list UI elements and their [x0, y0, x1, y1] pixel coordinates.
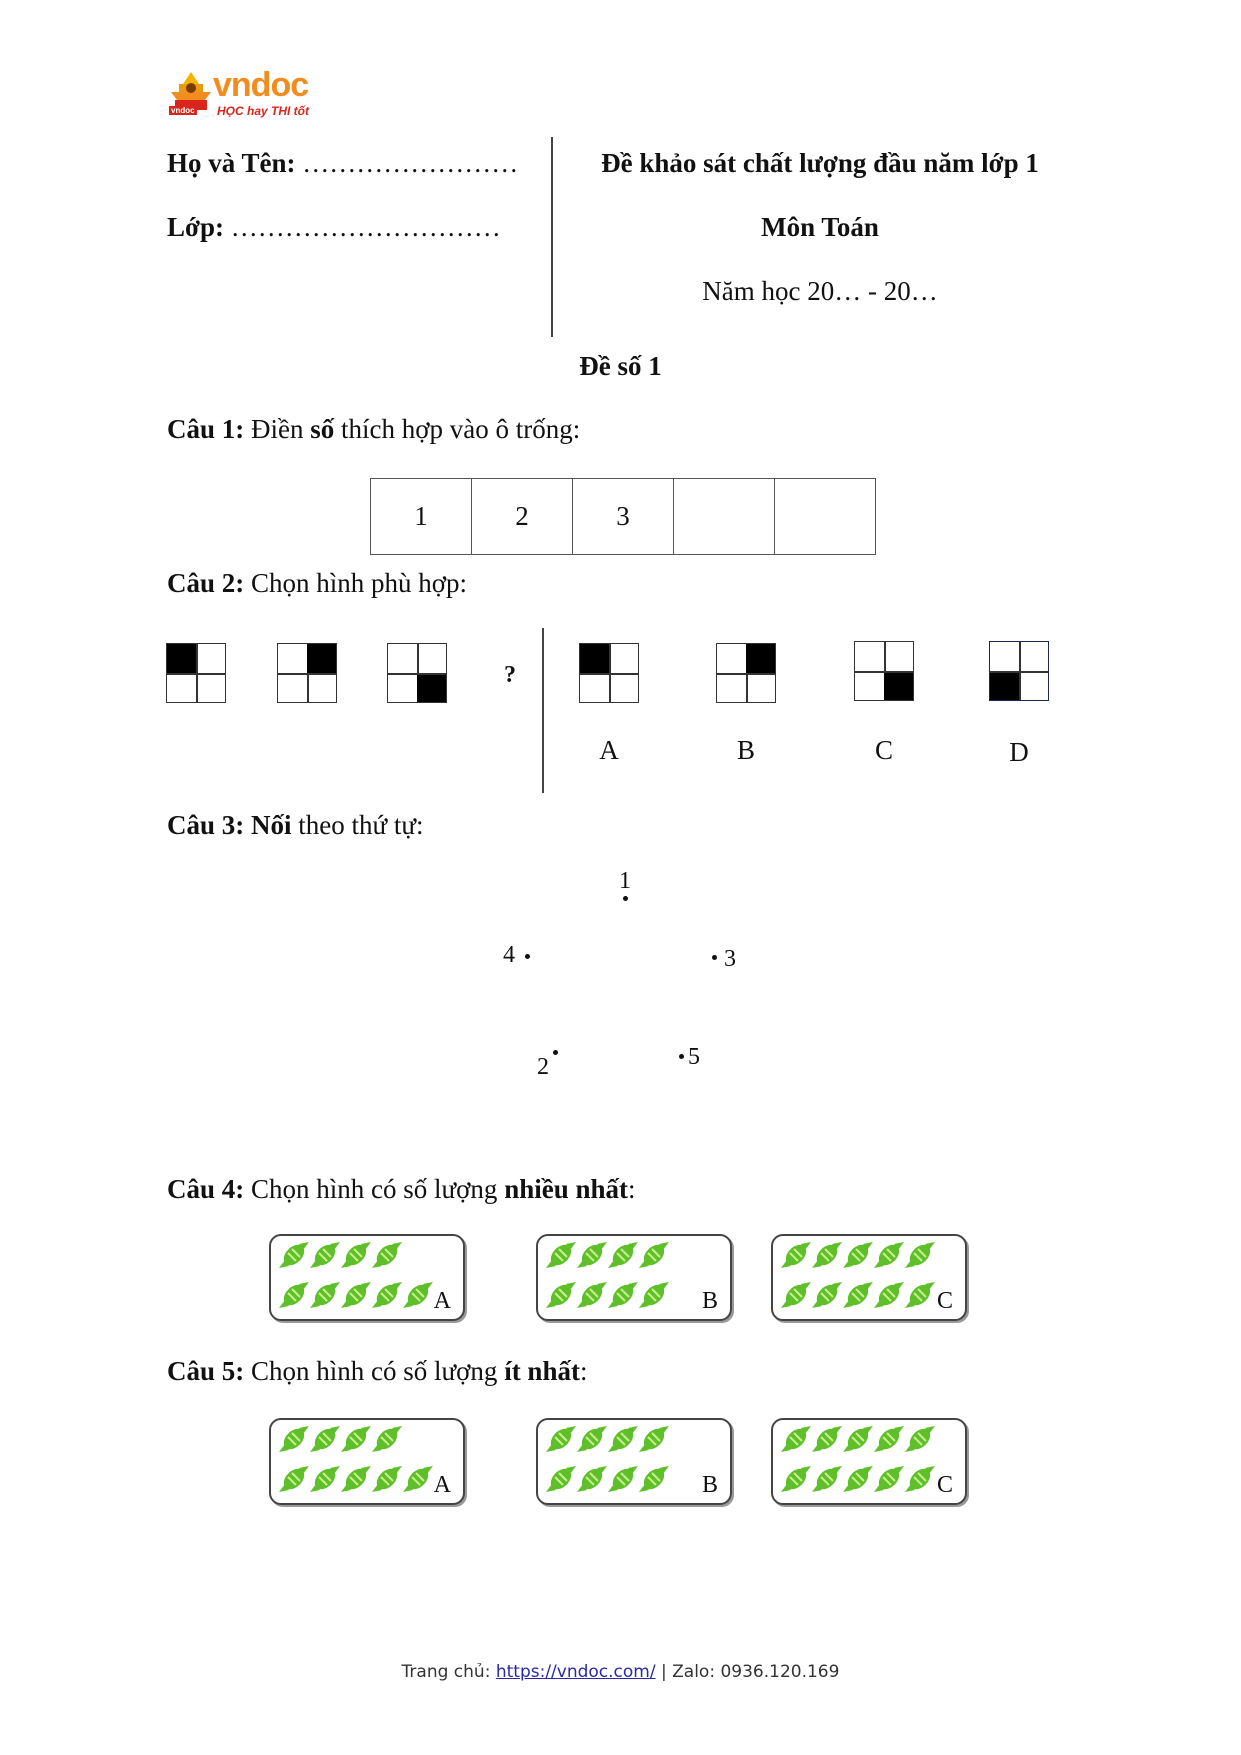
- school-year: Năm học 20… - 20…: [702, 276, 938, 306]
- footer-link[interactable]: https://vndoc.com/: [495, 1662, 656, 1682]
- candy-icon: [903, 1238, 937, 1272]
- vndoc-logo[interactable]: [165, 66, 325, 122]
- point-dot-5[interactable]: [679, 1054, 684, 1059]
- number-sequence-table: [370, 478, 876, 555]
- candy-icon: [544, 1238, 578, 1272]
- candy-icon: [370, 1238, 404, 1272]
- candy-icon: [308, 1278, 342, 1312]
- candy-icon: [841, 1238, 875, 1272]
- q5-text: Chọn hình có số lượng: [251, 1356, 498, 1386]
- candy-icon: [277, 1462, 311, 1496]
- sequence-cell-blank[interactable]: [674, 479, 775, 555]
- candy-box-q5-a[interactable]: [269, 1418, 465, 1505]
- name-dots: ……………………: [302, 148, 519, 178]
- sequence-cell: 2: [472, 479, 573, 555]
- candy-box-q5-b[interactable]: [536, 1418, 732, 1505]
- candy-icon: [810, 1422, 844, 1456]
- q3-label: Câu 3:: [167, 810, 245, 840]
- candy-icon: [872, 1422, 906, 1456]
- option-label-c: C: [874, 735, 893, 765]
- candy-icon: [606, 1238, 640, 1272]
- candy-box-label: C: [936, 1288, 953, 1314]
- name-field: [167, 148, 518, 179]
- candy-icon: [606, 1462, 640, 1496]
- point-label-5: 5: [688, 1044, 700, 1070]
- q4-bold: nhiều nhất: [504, 1174, 628, 1204]
- candy-icon: [308, 1462, 342, 1496]
- point-dot-4[interactable]: [525, 954, 530, 959]
- q5-label: Câu 5:: [167, 1356, 245, 1386]
- option-grid-d[interactable]: [989, 641, 1049, 701]
- footer-separator: |: [661, 1662, 667, 1682]
- candy-box-label: A: [433, 1472, 451, 1498]
- q4-label: Câu 4:: [167, 1174, 245, 1204]
- q1-text-b: số: [310, 414, 335, 444]
- candy-icon: [401, 1462, 435, 1496]
- option-grid-a[interactable]: [579, 643, 639, 703]
- name-label: Họ và Tên:: [167, 148, 296, 178]
- candy-icon: [779, 1422, 813, 1456]
- candy-box-label: A: [433, 1288, 451, 1314]
- question-3: [167, 810, 424, 841]
- q2-divider: [542, 628, 544, 793]
- point-label-2: 2: [537, 1054, 549, 1080]
- footer-prefix: Trang chủ:: [401, 1662, 491, 1682]
- exam-number: Đề số 1: [579, 351, 662, 381]
- q5-end: :: [579, 1356, 588, 1386]
- question-4: [167, 1174, 636, 1205]
- candy-icon: [637, 1462, 671, 1496]
- q4-end: :: [628, 1174, 636, 1204]
- candy-icon: [779, 1278, 813, 1312]
- candy-icon: [308, 1422, 342, 1456]
- candy-icon: [810, 1462, 844, 1496]
- candy-box-label: B: [701, 1288, 718, 1314]
- q5-bold: ít nhất: [504, 1356, 580, 1386]
- option-label-d: D: [1009, 737, 1029, 767]
- subject: Môn Toán: [761, 212, 879, 242]
- point-dot-3[interactable]: [712, 955, 717, 960]
- candy-icon: [903, 1462, 937, 1496]
- logo-badge: vndoc: [171, 106, 195, 115]
- candy-icon: [575, 1422, 609, 1456]
- candy-icon: [401, 1278, 435, 1312]
- candy-icon: [339, 1238, 373, 1272]
- candy-icon: [277, 1422, 311, 1456]
- sequence-cell: 3: [573, 479, 674, 555]
- candy-icon: [872, 1278, 906, 1312]
- q3-bold-word: Nối: [251, 810, 292, 840]
- candy-icon: [810, 1238, 844, 1272]
- candy-icon: [575, 1462, 609, 1496]
- class-dots: …………………………: [230, 212, 501, 242]
- candy-icon: [575, 1238, 609, 1272]
- candy-box-q4-c[interactable]: [771, 1234, 967, 1321]
- logo-tagline: HỌC hay THI tốt: [217, 104, 309, 118]
- class-field: [167, 212, 501, 243]
- candy-icon: [810, 1278, 844, 1312]
- option-grid-b[interactable]: [716, 643, 776, 703]
- candy-icon: [370, 1462, 404, 1496]
- candy-icon: [339, 1278, 373, 1312]
- point-dot-1[interactable]: [623, 896, 628, 901]
- sequence-cell: 1: [371, 479, 472, 555]
- question-mark: ?: [504, 662, 516, 688]
- question-1: [167, 414, 580, 445]
- q1-label: Câu 1:: [167, 414, 245, 444]
- candy-icon: [637, 1238, 671, 1272]
- point-dot-2[interactable]: [553, 1050, 558, 1055]
- q4-text: Chọn hình có số lượng: [251, 1174, 498, 1204]
- candy-icon: [637, 1422, 671, 1456]
- candy-box-label: C: [936, 1472, 953, 1498]
- candy-icon: [544, 1278, 578, 1312]
- option-label-b: B: [736, 735, 755, 765]
- candy-icon: [277, 1278, 311, 1312]
- candy-icon: [575, 1278, 609, 1312]
- candy-icon: [903, 1422, 937, 1456]
- class-label: Lớp:: [167, 212, 224, 242]
- candy-icon: [903, 1278, 937, 1312]
- candy-icon: [779, 1462, 813, 1496]
- q3-text: theo thứ tự:: [298, 810, 424, 840]
- candy-icon: [370, 1422, 404, 1456]
- header-divider: [551, 137, 553, 337]
- sequence-cell-blank[interactable]: [775, 479, 876, 555]
- point-label-4: 4: [503, 942, 515, 968]
- exam-title: Đề khảo sát chất lượng đầu năm lớp 1: [601, 148, 1039, 178]
- candy-icon: [841, 1422, 875, 1456]
- option-grid-c[interactable]: [854, 641, 914, 701]
- candy-icon: [308, 1238, 342, 1272]
- candy-icon: [544, 1422, 578, 1456]
- option-label-a: A: [599, 735, 619, 765]
- candy-icon: [339, 1462, 373, 1496]
- candy-box-label: B: [701, 1472, 718, 1498]
- candy-icon: [637, 1278, 671, 1312]
- point-label-1: 1: [619, 868, 631, 894]
- pattern-grid-1: [166, 643, 226, 703]
- footer-zalo: Zalo: 0936.120.169: [672, 1662, 840, 1682]
- candy-icon: [872, 1238, 906, 1272]
- candy-icon: [841, 1278, 875, 1312]
- q2-text: Chọn hình phù hợp:: [251, 568, 468, 598]
- question-2: [167, 568, 467, 599]
- candy-icon: [370, 1278, 404, 1312]
- candy-icon: [606, 1422, 640, 1456]
- candy-icon: [277, 1238, 311, 1272]
- candy-icon: [339, 1422, 373, 1456]
- q1-text-a: Điền: [251, 414, 304, 444]
- pattern-grid-2: [277, 643, 337, 703]
- candy-icon: [872, 1462, 906, 1496]
- question-5: [167, 1356, 587, 1387]
- logo-brand: vndoc: [213, 66, 309, 104]
- pattern-grid-3: [387, 643, 447, 703]
- candy-box-q4-a[interactable]: [269, 1234, 465, 1321]
- point-label-3: 3: [724, 946, 736, 972]
- candy-icon: [841, 1462, 875, 1496]
- candy-icon: [779, 1238, 813, 1272]
- candy-box-q5-c[interactable]: [771, 1418, 967, 1505]
- q1-text-c: thích hợp vào ô trống:: [341, 414, 581, 444]
- candy-icon: [606, 1278, 640, 1312]
- page-footer: [0, 1662, 1241, 1682]
- candy-box-q4-b[interactable]: [536, 1234, 732, 1321]
- q2-label: Câu 2:: [167, 568, 245, 598]
- candy-icon: [544, 1462, 578, 1496]
